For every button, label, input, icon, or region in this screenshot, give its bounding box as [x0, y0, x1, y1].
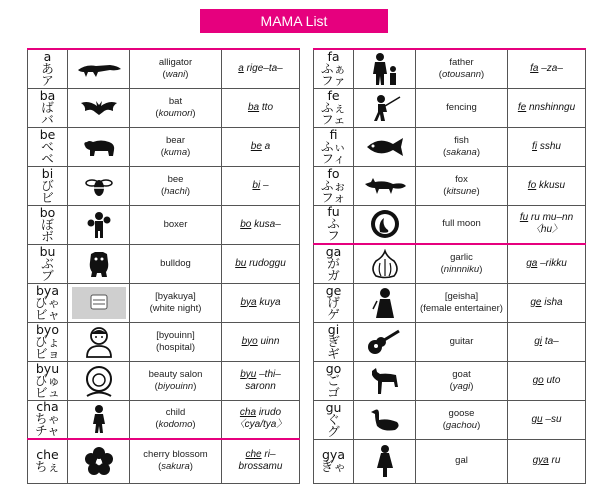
kana-hiragana: び: [41, 177, 54, 193]
word-cell: [416, 88, 508, 127]
english-word: child: [165, 407, 186, 419]
kana-cell: [314, 205, 354, 244]
kana-romaji: gu: [325, 400, 342, 415]
table-row: [28, 283, 300, 322]
kana-cell: [314, 400, 354, 439]
kana-hiragana: ふぁ: [320, 60, 346, 76]
pron-rest: ta–: [542, 335, 559, 347]
kana-romaji: cha: [36, 400, 59, 415]
word-cell: father (otousann): [416, 49, 508, 88]
table-row: [314, 127, 586, 166]
word-cell: goose (gachou): [416, 400, 508, 439]
pron-line-2: saronn: [245, 380, 276, 392]
kana-katakana: ゲ: [327, 306, 340, 322]
kana-hiragana: ぶ: [41, 255, 54, 271]
english-word: bear: [165, 134, 185, 146]
kana-hiragana: びゅ: [34, 372, 60, 388]
english-word: bat: [168, 95, 183, 107]
pron-rest: tto: [259, 101, 274, 113]
kana-romaji: fi: [329, 127, 338, 142]
japanese-word: yagi: [452, 380, 471, 392]
japanese-word: (white night): [149, 302, 202, 314]
pron-syllable: be: [250, 140, 262, 152]
kana-romaji: byo: [36, 322, 59, 337]
kana-hiragana: ぐ: [327, 411, 340, 427]
english-word: [geisha]: [444, 290, 479, 302]
kana-romaji: bu: [39, 244, 56, 259]
table-row: [28, 49, 300, 88]
pron-syllable: byo: [241, 335, 258, 347]
pron-line-2: 〈hu〉: [530, 224, 563, 236]
kana-cell: [28, 361, 68, 400]
pronunciation-cell: [222, 400, 300, 439]
pronunciation-cell: [508, 439, 586, 483]
pron-rest: –rikku: [537, 257, 567, 269]
pron-rest: ru mu–nn: [528, 212, 574, 224]
english-word: guitar: [449, 335, 474, 347]
kana-cell: [314, 49, 354, 88]
left-table: [27, 48, 300, 484]
kana-hiragana: ぼ: [41, 216, 54, 232]
english-word: beauty salon: [148, 368, 203, 380]
english-word: bee: [167, 173, 184, 185]
pron-syllable: a: [238, 62, 244, 74]
kana-cell: [28, 439, 68, 483]
kana-cell: [314, 361, 354, 400]
pron-rest: kkusu: [536, 179, 566, 191]
picture-cell: [354, 127, 416, 166]
kana-hiragana: ふぇ: [320, 99, 346, 115]
garlic-icon: [354, 249, 415, 279]
pron-rest: –thi–: [256, 368, 281, 380]
kana-katakana: フォ: [321, 189, 346, 205]
right-table: [313, 48, 586, 484]
kana-katakana: バ: [41, 111, 54, 127]
picture-cell: [354, 205, 416, 244]
pron-syllable: byu: [240, 368, 257, 380]
pronunciation-cell: [508, 400, 586, 439]
word-cell: [416, 439, 508, 483]
pron-syllable: gu: [531, 413, 543, 425]
kana-cell: [28, 244, 68, 283]
pronunciation-cell: [508, 322, 586, 361]
kana-katakana: ベ: [41, 150, 54, 166]
bat-icon: [68, 97, 129, 119]
kana-romaji: fu: [327, 205, 340, 220]
picture-cell: [354, 322, 416, 361]
pronunciation-cell: [508, 283, 586, 322]
picture-cell: [68, 166, 130, 205]
geisha-icon: [354, 287, 415, 319]
bulldog-icon: [68, 250, 129, 278]
kana-romaji: gi: [327, 322, 340, 337]
kana-katakana: フェ: [321, 111, 346, 127]
kana-romaji: che: [36, 447, 59, 463]
english-word: fencing: [446, 101, 477, 113]
pron-syllable: go: [532, 374, 544, 386]
cherry-blossom-icon: [68, 446, 129, 476]
english-word: fish: [454, 134, 469, 146]
table-row: [28, 88, 300, 127]
kana-hiragana: ぎゃ: [320, 459, 346, 474]
english-word: gal: [455, 455, 468, 466]
word-cell: [130, 322, 222, 361]
kana-hiragana: びゃ: [34, 294, 60, 310]
english-word: bulldog: [160, 257, 191, 269]
word-cell: fox (kitsune): [416, 166, 508, 205]
pronunciation-cell: [508, 127, 586, 166]
pron-rest: –za–: [538, 62, 563, 74]
kana-katakana: ビョ: [34, 345, 60, 361]
pronunciation-cell: [508, 205, 586, 244]
pronunciation-cell: [222, 127, 300, 166]
kana-romaji: bi: [41, 166, 54, 181]
word-cell: fish (sakana): [416, 127, 508, 166]
pron-rest: sshu: [537, 140, 561, 152]
doctor-icon: [68, 326, 129, 358]
pron-syllable: che: [245, 449, 262, 461]
boxer-icon: [68, 211, 129, 239]
japanese-word: kodomo: [158, 419, 193, 431]
english-word: boxer: [163, 218, 188, 230]
pronunciation-cell: [508, 361, 586, 400]
kana-katakana: ギ: [327, 345, 340, 361]
kana-cell: [28, 127, 68, 166]
kana-katakana: ファ: [321, 72, 346, 88]
japanese-word: gachou: [445, 419, 478, 431]
kana-katakana: ビ: [41, 189, 54, 205]
guitar-icon: [354, 328, 415, 356]
kana-hiragana: ふぃ: [320, 138, 346, 154]
pron-syllable: ga: [526, 257, 538, 269]
japanese-word: kitsune: [446, 185, 477, 197]
pronunciation-cell: [222, 205, 300, 244]
kana-katakana: ゴ: [327, 384, 340, 400]
kana-romaji: gya: [322, 447, 345, 462]
kana-hiragana: ふ: [327, 216, 340, 232]
pron-rest: rige–ta–: [243, 62, 283, 74]
pronunciation-cell: [508, 244, 586, 283]
table-row: [314, 283, 586, 322]
pron-rest: –su: [542, 413, 562, 425]
full-moon-icon: [354, 208, 415, 240]
table-row: [314, 322, 586, 361]
pronunciation-cell: [222, 88, 300, 127]
kana-hiragana: ば: [41, 99, 54, 115]
fox-icon: [354, 176, 415, 196]
fish-icon: [354, 136, 415, 158]
table-row: [28, 244, 300, 283]
english-word: garlic: [450, 251, 473, 263]
word-cell: bear (kuma): [130, 127, 222, 166]
pron-rest: ru: [548, 455, 561, 466]
picture-cell: [354, 361, 416, 400]
picture-cell: [68, 283, 130, 322]
table-row: [28, 127, 300, 166]
goose-icon: [354, 406, 415, 434]
pron-syllable: fi: [532, 140, 538, 152]
table-row: [314, 205, 586, 244]
word-cell: [416, 322, 508, 361]
word-cell: bee (hachi): [130, 166, 222, 205]
kana-romaji: a: [43, 49, 52, 64]
japanese-word: hachi: [164, 185, 187, 197]
english-word: goose: [448, 407, 475, 419]
table-row: [28, 205, 300, 244]
kana-cell: [28, 322, 68, 361]
kana-cell: [314, 244, 354, 283]
word-cell: goat (yagi): [416, 361, 508, 400]
table-row: [314, 88, 586, 127]
japanese-word: ninnniku: [443, 263, 480, 275]
gal-icon: [354, 444, 415, 478]
picture-cell: [68, 127, 130, 166]
pron-rest: kuya: [256, 296, 281, 308]
kana-cell: [314, 439, 354, 483]
kana-cell: [28, 88, 68, 127]
bee-icon: [68, 174, 129, 198]
kana-romaji: ge: [325, 283, 342, 298]
kana-cell: [28, 166, 68, 205]
pron-syllable: bi: [252, 179, 261, 191]
picture-cell: [354, 283, 416, 322]
pron-rest: irudo: [256, 407, 282, 419]
picture-cell: [68, 88, 130, 127]
table-row: [28, 166, 300, 205]
word-cell: [416, 205, 508, 244]
table-row: [28, 439, 300, 483]
word-cell: child (kodomo): [130, 400, 222, 439]
pron-syllable: fe: [517, 101, 527, 113]
kana-hiragana: ふぉ: [320, 177, 346, 193]
pron-rest: rudoggu: [246, 257, 286, 269]
pronunciation-cell: [222, 166, 300, 205]
word-cell: garlic (ninnniku): [416, 244, 508, 283]
kana-romaji: fa: [327, 49, 340, 64]
japanese-word: otousann: [441, 68, 482, 80]
pronunciation-cell: [222, 244, 300, 283]
alligator-icon: [68, 58, 129, 80]
pron-syllable: bu: [235, 257, 247, 269]
kana-katakana: チャ: [35, 423, 60, 439]
fencing-icon: [354, 93, 415, 123]
kana-hiragana: が: [327, 255, 340, 271]
english-word: father: [449, 56, 474, 68]
pron-syllable: fa: [530, 62, 539, 74]
pron-rest: isha: [541, 296, 563, 308]
english-word: full moon: [442, 218, 481, 230]
pron-rest: nnshinngu: [526, 101, 576, 113]
pron-syllable: fo: [527, 179, 537, 191]
picture-cell: [68, 361, 130, 400]
english-word: cherry blossom: [143, 449, 208, 461]
kana-katakana: フ: [327, 228, 340, 244]
picture-cell: [354, 88, 416, 127]
pron-line-2: 〈cya/tya〉: [234, 419, 287, 431]
kana-hiragana: ちゃ: [34, 411, 60, 427]
pronunciation-cell: [508, 166, 586, 205]
table-row: [314, 244, 586, 283]
pronunciation-cell: [222, 283, 300, 322]
table-row: [28, 400, 300, 439]
english-word: goat: [452, 368, 471, 380]
picture-cell: [354, 166, 416, 205]
kana-cell: [28, 49, 68, 88]
bear-icon: [68, 136, 129, 158]
table-row: [314, 439, 586, 483]
picture-cell: [68, 400, 130, 439]
pronunciation-cell: [222, 49, 300, 88]
kana-katakana: ビュ: [34, 384, 60, 400]
kana-cell: [28, 283, 68, 322]
kana-romaji: byu: [35, 361, 60, 376]
picture-cell: [68, 439, 130, 483]
kana-hiragana: あ: [41, 60, 54, 76]
kana-hiragana: げ: [327, 294, 340, 310]
kana-katakana: グ: [327, 423, 340, 439]
word-cell: [130, 205, 222, 244]
kana-cell: [28, 400, 68, 439]
kana-hiragana: ちぇ: [34, 459, 60, 475]
kana-cell: [314, 127, 354, 166]
table-row: [28, 322, 300, 361]
table-row: [314, 400, 586, 439]
pronunciation-cell: [222, 439, 300, 483]
kana-katakana: ビャ: [34, 306, 60, 322]
kana-romaji: fe: [327, 88, 340, 103]
kana-hiragana: ぎ: [327, 333, 340, 349]
kana-romaji: be: [39, 127, 56, 142]
kana-cell: [314, 166, 354, 205]
pron-rest: ri–: [261, 449, 276, 461]
table-row: [314, 361, 586, 400]
picture-cell: [354, 244, 416, 283]
kana-cell: [28, 205, 68, 244]
kana-cell: [314, 322, 354, 361]
japanese-word: biyouinn: [157, 380, 194, 392]
kana-romaji: ga: [325, 244, 342, 259]
kana-hiragana: べ: [41, 138, 54, 154]
child-icon: [68, 404, 129, 434]
kana-hiragana: ご: [327, 372, 340, 388]
word-cell: [130, 244, 222, 283]
beauty-salon-icon: [68, 365, 129, 397]
kana-romaji: bo: [39, 205, 56, 220]
pronunciation-cell: [508, 88, 586, 127]
kana-romaji: fo: [327, 166, 340, 181]
picture-cell: [68, 49, 130, 88]
pron-rest: uinn: [257, 335, 280, 347]
english-word: alligator: [158, 56, 193, 68]
pron-rest: –: [260, 179, 269, 191]
picture-cell: [68, 322, 130, 361]
japanese-word: sakana: [446, 146, 477, 158]
kana-hiragana: びょ: [34, 333, 60, 349]
pron-syllable: bya: [240, 296, 257, 308]
japanese-word: (female entertainer): [420, 302, 503, 314]
kana-cell: [314, 283, 354, 322]
pronunciation-cell: [222, 361, 300, 400]
kana-romaji: ba: [39, 88, 56, 103]
japanese-word: wani: [165, 68, 186, 80]
kana-romaji: go: [325, 361, 342, 376]
table-row: [28, 361, 300, 400]
picture-cell: [354, 439, 416, 483]
word-cell: alligator (wani): [130, 49, 222, 88]
picture-cell: [68, 205, 130, 244]
goat-icon: [354, 367, 415, 395]
page-title: MAMA List: [200, 9, 388, 33]
picture-cell: [68, 244, 130, 283]
picture-cell: [354, 400, 416, 439]
pron-line-2: brossamu: [238, 461, 283, 473]
english-word: [byouinn]: [156, 329, 195, 341]
word-cell: [130, 283, 222, 322]
pron-syllable: gi: [534, 335, 543, 347]
pron-syllable: cha: [239, 407, 257, 419]
picture-cell: [354, 49, 416, 88]
kana-katakana: ア: [41, 72, 54, 88]
pronunciation-cell: [508, 49, 586, 88]
english-word: [byakuya]: [155, 290, 196, 302]
kana-romaji: bya: [36, 283, 59, 298]
pronunciation-cell: [222, 322, 300, 361]
table-row: [314, 166, 586, 205]
word-cell: cherry blossom (sakura): [130, 439, 222, 483]
pron-rest: kusa–: [251, 218, 281, 230]
kana-katakana: ボ: [41, 228, 54, 244]
kana-cell: [314, 88, 354, 127]
table-row: [314, 49, 586, 88]
pron-rest: a: [261, 140, 271, 152]
white-night-icon: [68, 287, 129, 319]
father-icon: [354, 52, 415, 86]
word-cell: bat (koumori): [130, 88, 222, 127]
japanese-word: sakura: [161, 461, 190, 473]
kana-katakana: ガ: [327, 267, 340, 283]
pron-syllable: ge: [530, 296, 542, 308]
word-cell: [416, 283, 508, 322]
kana-katakana: ブ: [41, 267, 54, 283]
pron-rest: uto: [543, 374, 561, 386]
japanese-word: kuma: [163, 146, 188, 158]
pron-syllable: ba: [247, 101, 260, 113]
japanese-word: koumori: [158, 107, 193, 119]
english-word: fox: [455, 173, 468, 185]
pron-syllable: bo: [240, 218, 252, 230]
pron-syllable: gya: [532, 455, 549, 466]
japanese-word: (hospital): [155, 341, 196, 353]
pron-syllable: fu: [519, 212, 529, 224]
kana-katakana: フィ: [321, 150, 346, 166]
word-cell: beauty salon (biyouinn): [130, 361, 222, 400]
